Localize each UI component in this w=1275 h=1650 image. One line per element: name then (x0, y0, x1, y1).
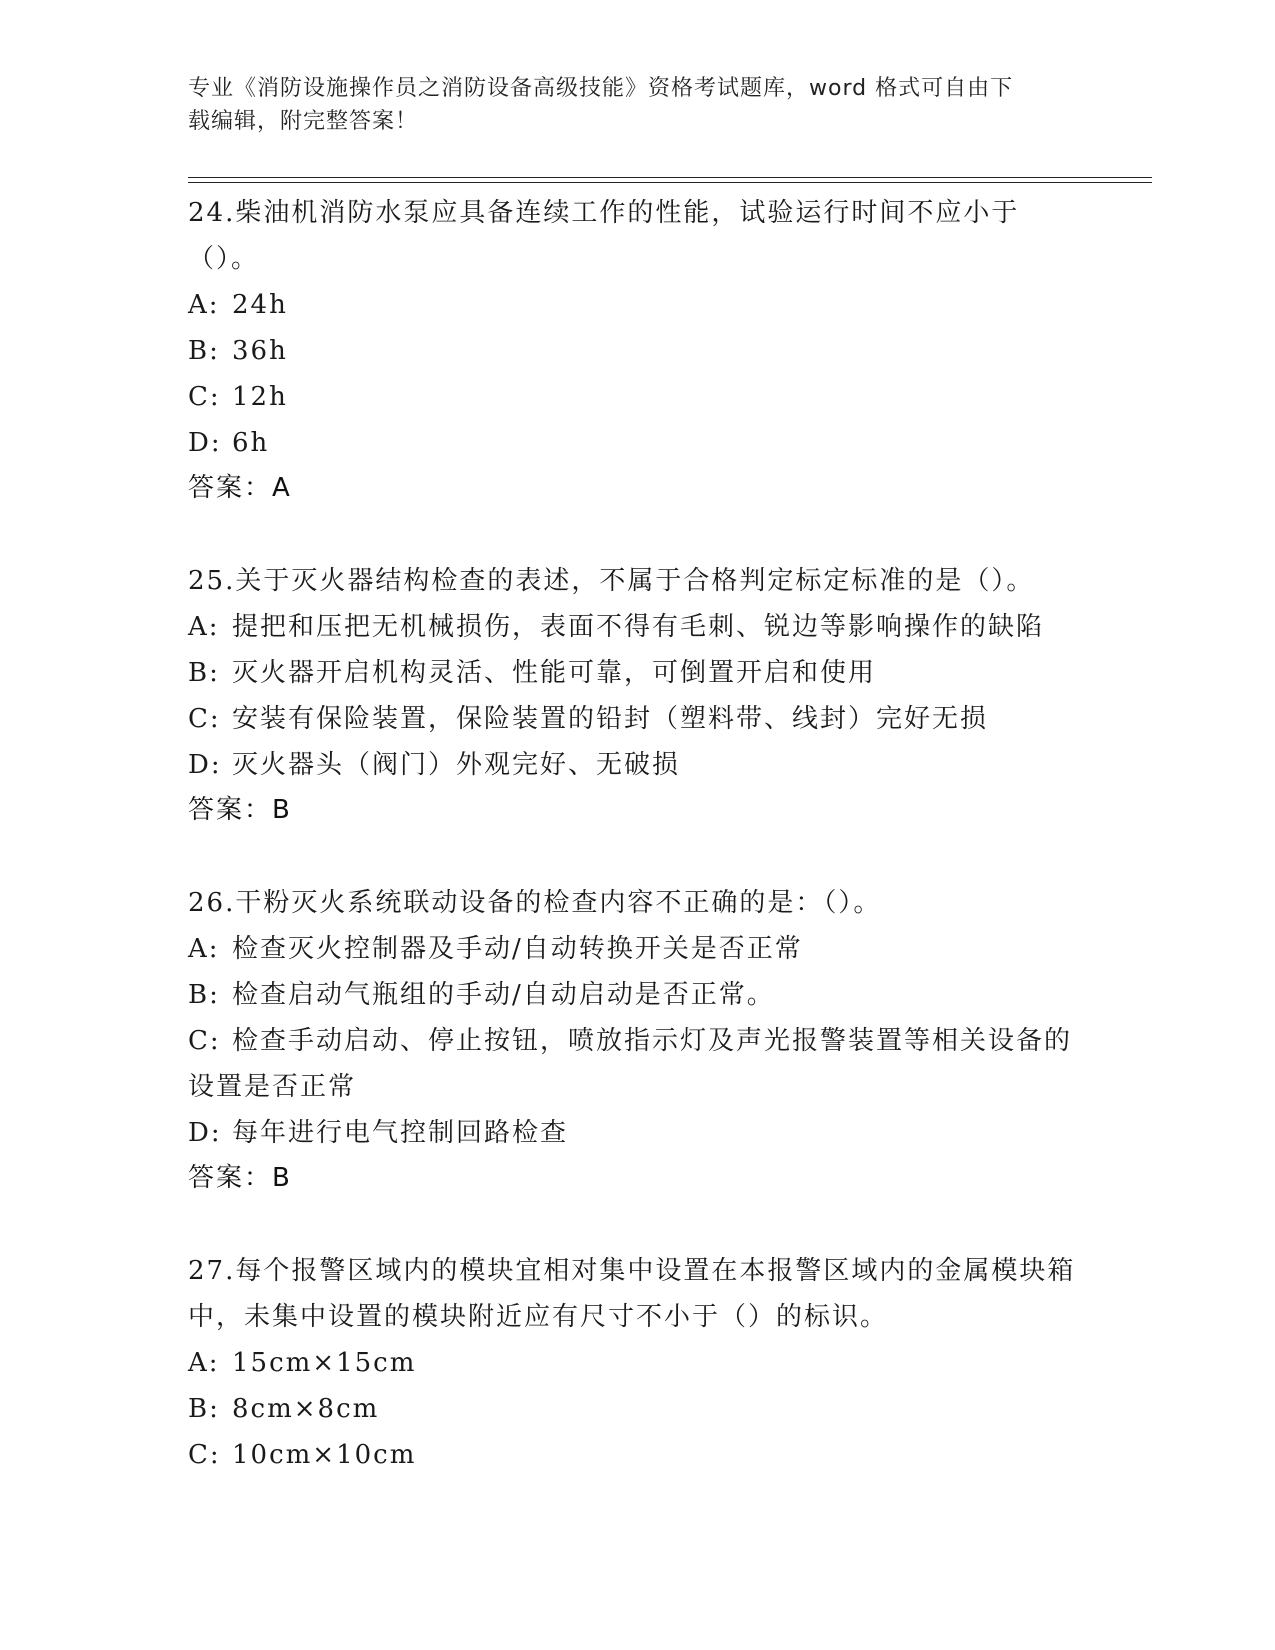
option-text: 检查手动启动、停止按钮，喷放指示灯及声光报警装置等相关设备的设置是否正常 (188, 1026, 1073, 1102)
option-d (188, 742, 1088, 788)
answer-line: 答案：B (188, 795, 292, 825)
header-divider-bottom (188, 182, 1152, 183)
option-text: 8cm×8cm (232, 1394, 380, 1424)
header-divider-top (188, 177, 1152, 178)
option-text: 15cm×15cm (232, 1348, 417, 1378)
question-26 (188, 880, 1088, 1200)
option-d (188, 1110, 1088, 1156)
option-text: 每年进行电气控制回路检查 (232, 1118, 569, 1148)
option-letter: D: (188, 1118, 222, 1148)
header-line-1: 专业《消防设施操作员之消防设备高级技能》资格考试题库，word 格式可自由下 (188, 76, 1014, 101)
option-text: 12h (232, 382, 288, 412)
question-27 (188, 1248, 1088, 1478)
option-letter: B: (188, 336, 220, 366)
option-c (188, 1432, 1088, 1478)
option-text: 提把和压把无机械损伤，表面不得有毛刺、锐边等影响操作的缺陷 (232, 612, 1045, 642)
option-letter: D: (188, 428, 222, 458)
answer-line: 答案：B (188, 1163, 292, 1193)
answer-line: 答案：A (188, 473, 292, 503)
option-letter: D: (188, 750, 222, 780)
option-text: 检查灭火控制器及手动/自动转换开关是否正常 (232, 934, 803, 964)
option-b (188, 972, 1088, 1018)
option-letter: B: (188, 1394, 220, 1424)
option-text: 6h (232, 428, 270, 458)
document-header (188, 72, 1088, 138)
option-text: 36h (232, 336, 288, 366)
option-text: 检查启动气瓶组的手动/自动启动是否正常。 (232, 980, 775, 1010)
option-c (188, 696, 1088, 742)
option-text: 安装有保险装置，保险装置的铅封（塑料带、线封）完好无损 (232, 704, 989, 734)
option-letter: C: (188, 382, 221, 412)
option-b (188, 328, 1088, 374)
option-c (188, 374, 1088, 420)
option-letter: B: (188, 658, 220, 688)
option-letter: C: (188, 1026, 221, 1056)
option-a (188, 604, 1088, 650)
option-text: 灭火器开启机构灵活、性能可靠，可倒置开启和使用 (232, 658, 877, 688)
option-b (188, 1386, 1088, 1432)
option-d (188, 420, 1088, 466)
option-letter: A: (188, 290, 220, 320)
option-a (188, 1340, 1088, 1386)
option-b (188, 650, 1088, 696)
header-line-2: 载编辑，附完整答案！ (188, 109, 419, 134)
option-letter: A: (188, 1348, 220, 1378)
option-text: 10cm×10cm (232, 1440, 417, 1470)
question-25 (188, 558, 1088, 832)
question-stem: 24.柴油机消防水泵应具备连续工作的性能，试验运行时间不应小于（）。 (188, 198, 1020, 274)
question-stem: 26.干粉灭火系统联动设备的检查内容不正确的是：（）。 (188, 888, 882, 918)
option-letter: C: (188, 1440, 221, 1470)
option-text: 灭火器头（阀门）外观完好、无破损 (232, 750, 681, 780)
option-letter: A: (188, 934, 220, 964)
question-stem: 25.关于灭火器结构检查的表述，不属于合格判定标定标准的是（）。 (188, 566, 1035, 596)
option-a (188, 282, 1088, 328)
option-text: 24h (232, 290, 288, 320)
question-24 (188, 190, 1088, 510)
option-letter: C: (188, 704, 221, 734)
option-letter: B: (188, 980, 220, 1010)
question-stem: 27.每个报警区域内的模块宜相对集中设置在本报警区域内的金属模块箱中，未集中设置的模块附近应有尺寸不小于（）的标识。 (188, 1256, 1076, 1332)
option-a (188, 926, 1088, 972)
option-c (188, 1018, 1088, 1110)
option-letter: A: (188, 612, 220, 642)
question-list (188, 190, 1088, 1478)
